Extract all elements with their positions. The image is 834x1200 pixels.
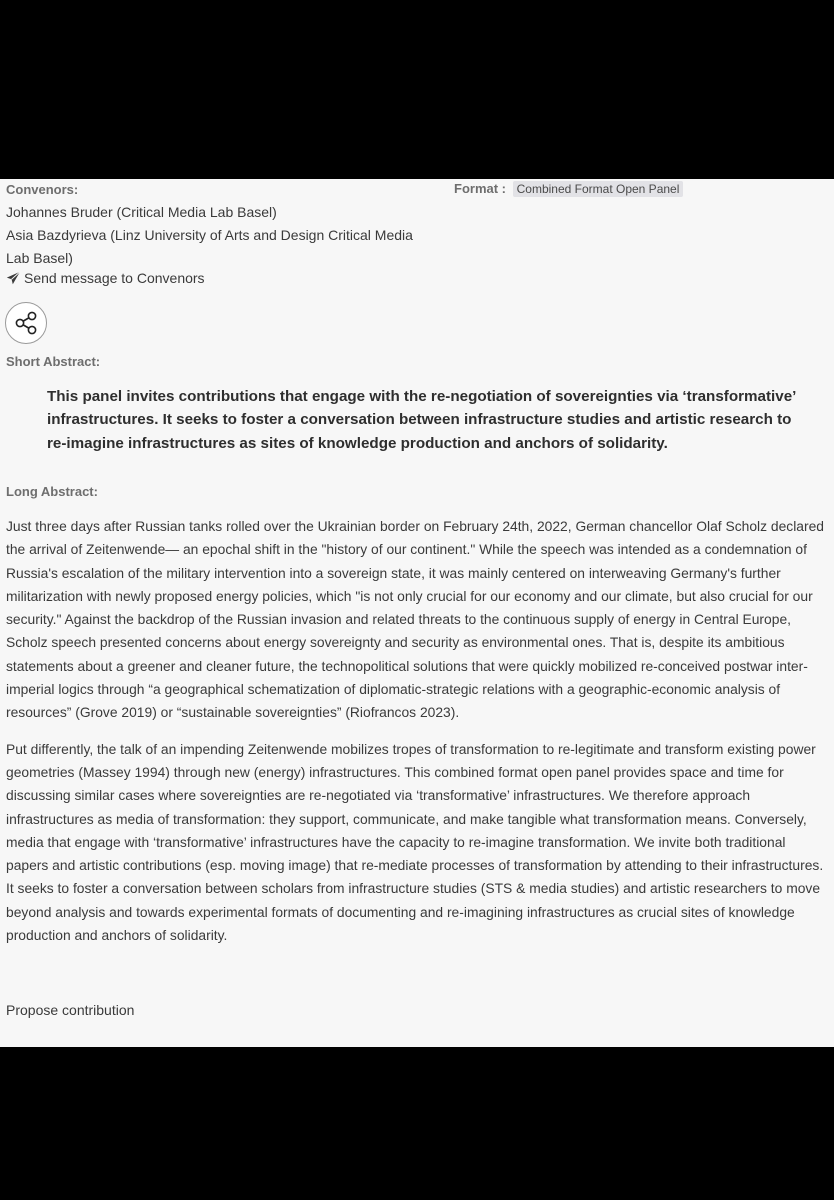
convenors-label: Convenors:	[6, 182, 79, 197]
format-badge: Combined Format Open Panel	[513, 181, 684, 197]
convenor-2-cont: Lab Basel)	[6, 250, 73, 266]
long-abstract-text	[6, 515, 830, 960]
long-abstract-paragraph-2: Put differently, the talk of an impending Zeitenwende mobilizes tropes of transformation to re-legitimate and transform existing power geometries (Massey 1994) through new (energy) infrastructures. This combined format open panel provides space and time for discussing similar cases where sovereignties are re-negotiated via ‘transformative’ infrastructures. We therefore approach infrastructures as media of transformation: they support, communicate, and make tangible what transformation means. Conversely, media that engage with ‘transformative’ infrastructures have the capacity to re-imagine transformation. We invite both traditional papers and artistic contributions (esp. moving image) that re-mediate processes of transformation by attending to their infrastructures. It seeks to foster a conversation between scholars from infrastructure studies (STS & media studies) and artistic researchers to move beyond analysis and towards experimental formats of documenting and re-imagining infrastructures as crucial sites of knowledge production and anchors of solidarity.	[6, 740, 824, 944]
convenor-1: Johannes Bruder (Critical Media Lab Basel)	[6, 204, 277, 220]
convenor-2: Asia Bazdyrieva (Linz University of Arts and Design Critical Media	[6, 227, 413, 243]
propose-contribution-link[interactable]: Propose contribution	[6, 1002, 135, 1018]
short-abstract-label: Short Abstract:	[6, 354, 101, 369]
format-label: Format :	[454, 181, 506, 196]
share-icon	[13, 310, 39, 336]
panel-detail	[0, 179, 834, 1047]
send-message-link[interactable]	[6, 270, 205, 286]
long-abstract-paragraph-1: Just three days after Russian tanks rolled over the Ukrainian border on February 24th, 2022, German chancellor Olaf Scholz declared the arrival of Zeitenwende— an epochal shift in the "history of our continent." While the speech was intended as a condemnation of Russia's escalation of the military intervention into a sovereign state, it was mainly centered on interweaving Germany's further militarization with newly proposed energy policies, which "is not only crucial for our economy and our climate, but also crucial for our security." Against the backdrop of the Russian invasion and related threats to the continuous supply of energy in Central Europe, Scholz speech presented concerns about energy sovereignty and security as environmental ones. That is, despite its ambitious statements about a greener and cleaner future, the technopolitical solutions that were quickly mobilized re-conceived postwar inter-imperial logics through “a geographical schematization of diplomatic-strategic relations with a geographic-economic analysis of resources” (Grove 2019) or “sustainable sovereignties” (Riofrancos 2023).	[6, 518, 824, 721]
paper-plane-icon	[6, 271, 21, 285]
short-abstract-text: This panel invites contributions that engage with the re-negotiation of sovereignties via ‘transformative’ infrastructures. It seeks to foster a conversation between infrastructure studies and artistic research to re-imagine infrastructures as sites of knowledge production and anchors of solidarity.	[47, 388, 796, 452]
format-row	[454, 181, 683, 197]
share-button[interactable]	[5, 302, 47, 344]
long-abstract-label: Long Abstract:	[6, 484, 98, 499]
send-message-label: Send message to Convenors	[24, 270, 205, 286]
